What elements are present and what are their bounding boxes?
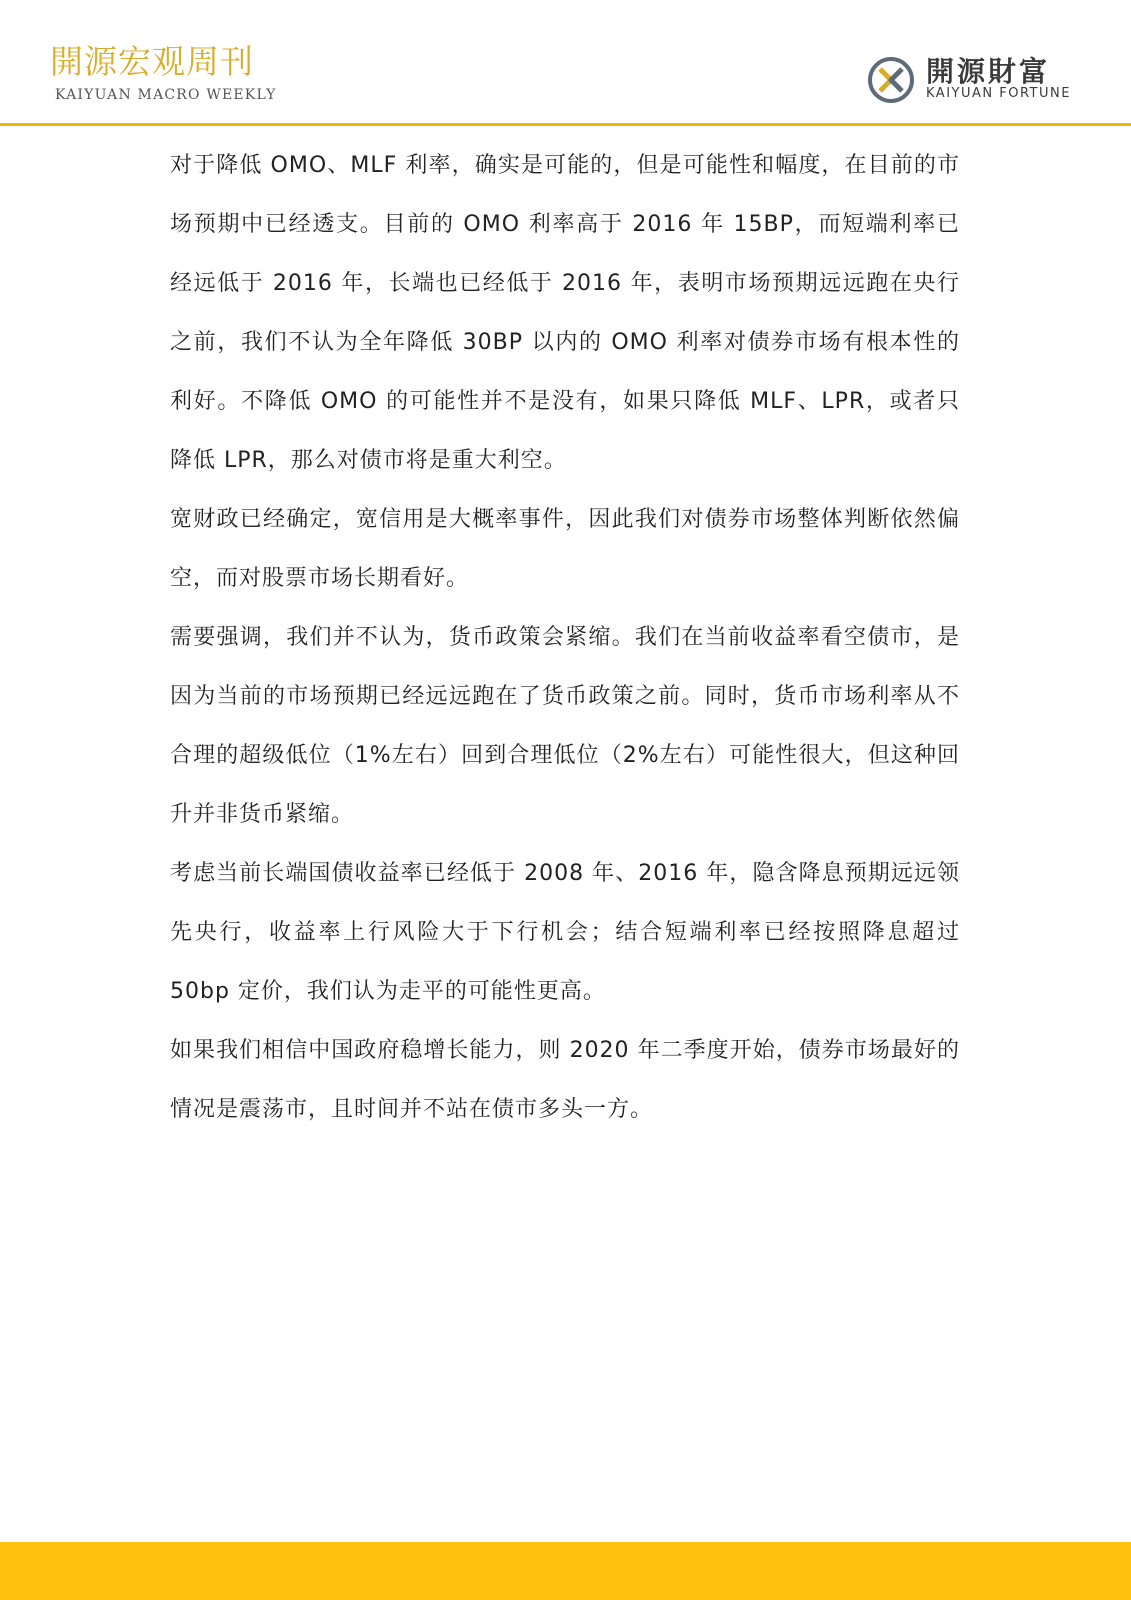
body-paragraph-4: 考虑当前长端国债收益率已经低于 2008 年、2016 年，隐含降息预期远远领先央行，收益率上行风险大于下行机会；结合短端利率已经按照降息超过 50bp 定价，我们认为走平的可能性更高。 bbox=[170, 861, 960, 1004]
page-header bbox=[0, 0, 1131, 126]
kaiyuan-logo-icon bbox=[866, 55, 916, 105]
footer-bar bbox=[0, 1542, 1131, 1600]
publication-title: 開源宏观周刊 bbox=[50, 42, 254, 81]
brand-name-en: KAIYUAN FORTUNE bbox=[926, 86, 1071, 101]
brand-name-cn: 開源財富 bbox=[926, 55, 1051, 88]
body-paragraph-3: 需要强调，我们并不认为，货币政策会紧缩。我们在当前收益率看空债市，是因为当前的市场预期已经远远跑在了货币政策之前。同时，货币市场利率从不合理的超级低位（1%左右）回到合理低位（2%左右）可能性很大，但这种回升并非货币紧缩。 bbox=[170, 625, 960, 827]
body-paragraph-2: 宽财政已经确定，宽信用是大概率事件，因此我们对债券市场整体判断依然偏空，而对股票市场长期看好。 bbox=[170, 507, 960, 591]
brand-block bbox=[866, 51, 1086, 107]
header-divider bbox=[0, 123, 1131, 126]
body-paragraph-1: 对于降低 OMO、MLF 利率，确实是可能的，但是可能性和幅度，在目前的市场预期中已经透支。目前的 OMO 利率高于 2016 年 15BP，而短端利率已经远低于 2016 年，长端也已经低于 2016 年，表明市场预期远远跑在央行之前，我们不认为全年降低 30BP 以内的 OMO 利率对债券市场有根本性的利好。不降低 OMO 的可能性并不是没有，如果只降低 MLF、LPR，或者只降低 LPR，那么对债市将是重大利空。 bbox=[170, 153, 960, 473]
article-body bbox=[170, 136, 960, 1139]
body-paragraph-5: 如果我们相信中国政府稳增长能力，则 2020 年二季度开始，债券市场最好的情况是震荡市，且时间并不站在债市多头一方。 bbox=[170, 1038, 960, 1122]
publication-subtitle: KAIYUAN MACRO WEEKLY bbox=[55, 87, 277, 103]
